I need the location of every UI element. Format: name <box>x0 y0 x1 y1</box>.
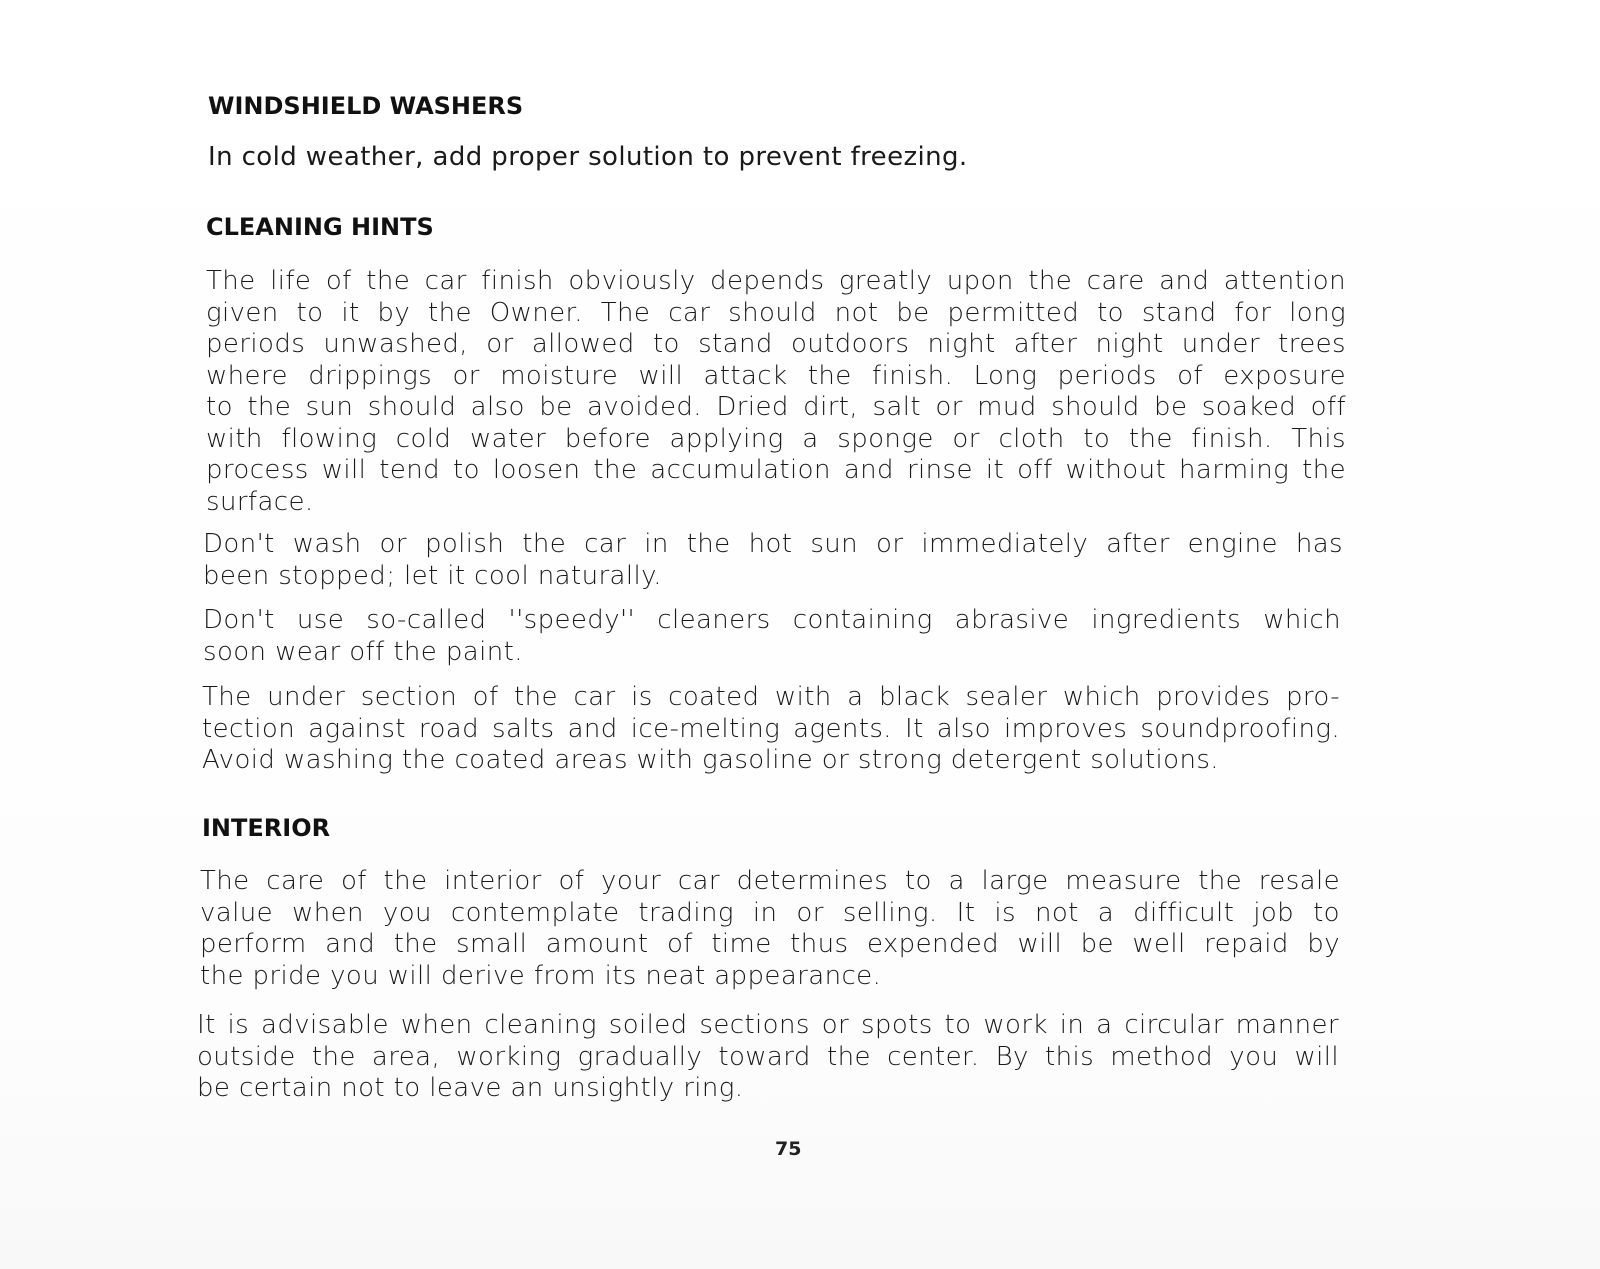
text-line: The under section of the car is coated with a black sealer which provides pro- <box>202 682 1340 712</box>
cleaning-paragraph-2 <box>203 529 1343 592</box>
windshield-washers-text: In cold weather, add proper solution to prevent freezing. <box>208 142 968 172</box>
text-line: process will tend to loosen the accumulation and rinse it off without harming the <box>206 455 1346 485</box>
interior-paragraph-2 <box>197 1010 1339 1105</box>
text-line: soon wear off the paint. <box>203 636 523 667</box>
text-line: perform and the small amount of time thus expended will be well repaid by <box>200 929 1340 959</box>
text-line: been stopped; let it cool naturally. <box>203 560 662 591</box>
cleaning-paragraph-4 <box>202 682 1340 777</box>
text-line: Don't use so-called ''speedy'' cleaners containing abrasive ingredients which <box>203 605 1341 635</box>
text-line: Don't wash or polish the car in the hot sun or immediately after engine has <box>203 529 1343 559</box>
heading-cleaning-hints: CLEANING HINTS <box>206 213 434 241</box>
text-line: the pride you will derive from its neat appearance. <box>200 960 882 991</box>
page-number: 75 <box>775 1138 802 1160</box>
text-line: given to it by the Owner. The car should not be permitted to stand for long <box>206 297 1346 328</box>
text-line: where drippings or moisture will attack the finish. Long periods of exposure <box>206 360 1346 391</box>
heading-windshield-washers: WINDSHIELD WASHERS <box>208 92 524 120</box>
cleaning-paragraph-3 <box>203 605 1341 668</box>
text-line: to the sun should also be avoided. Dried dirt, salt or mud should be soaked off <box>206 392 1346 422</box>
text-line: outside the area, working gradually toward the center. By this method you will <box>197 1041 1339 1072</box>
text-line: value when you contemplate trading in or selling. It is not a difficult job to <box>200 897 1340 928</box>
text-line: be certain not to leave an unsightly ring. <box>197 1073 744 1103</box>
text-line: It is advisable when cleaning soiled sections or spots to work in a circular manner <box>197 1010 1339 1040</box>
text-line: surface. <box>206 486 314 517</box>
text-line: tection against road salts and ice-melting agents. It also improves soundproofing. <box>202 713 1340 744</box>
text-line: with flowing cold water before applying a sponge or cloth to the finish. This <box>206 423 1346 454</box>
text-line: periods unwashed, or allowed to stand outdoors night after night under trees <box>206 329 1346 359</box>
text-line: Avoid washing the coated areas with gasoline or strong detergent solutions. <box>202 745 1219 775</box>
cleaning-paragraph-1 <box>206 266 1346 518</box>
interior-paragraph-1 <box>200 866 1340 992</box>
text-line: The care of the interior of your car determines to a large measure the resale <box>200 866 1340 896</box>
text-line: The life of the car finish obviously depends greatly upon the care and attention <box>206 266 1346 296</box>
heading-interior: INTERIOR <box>202 814 331 842</box>
